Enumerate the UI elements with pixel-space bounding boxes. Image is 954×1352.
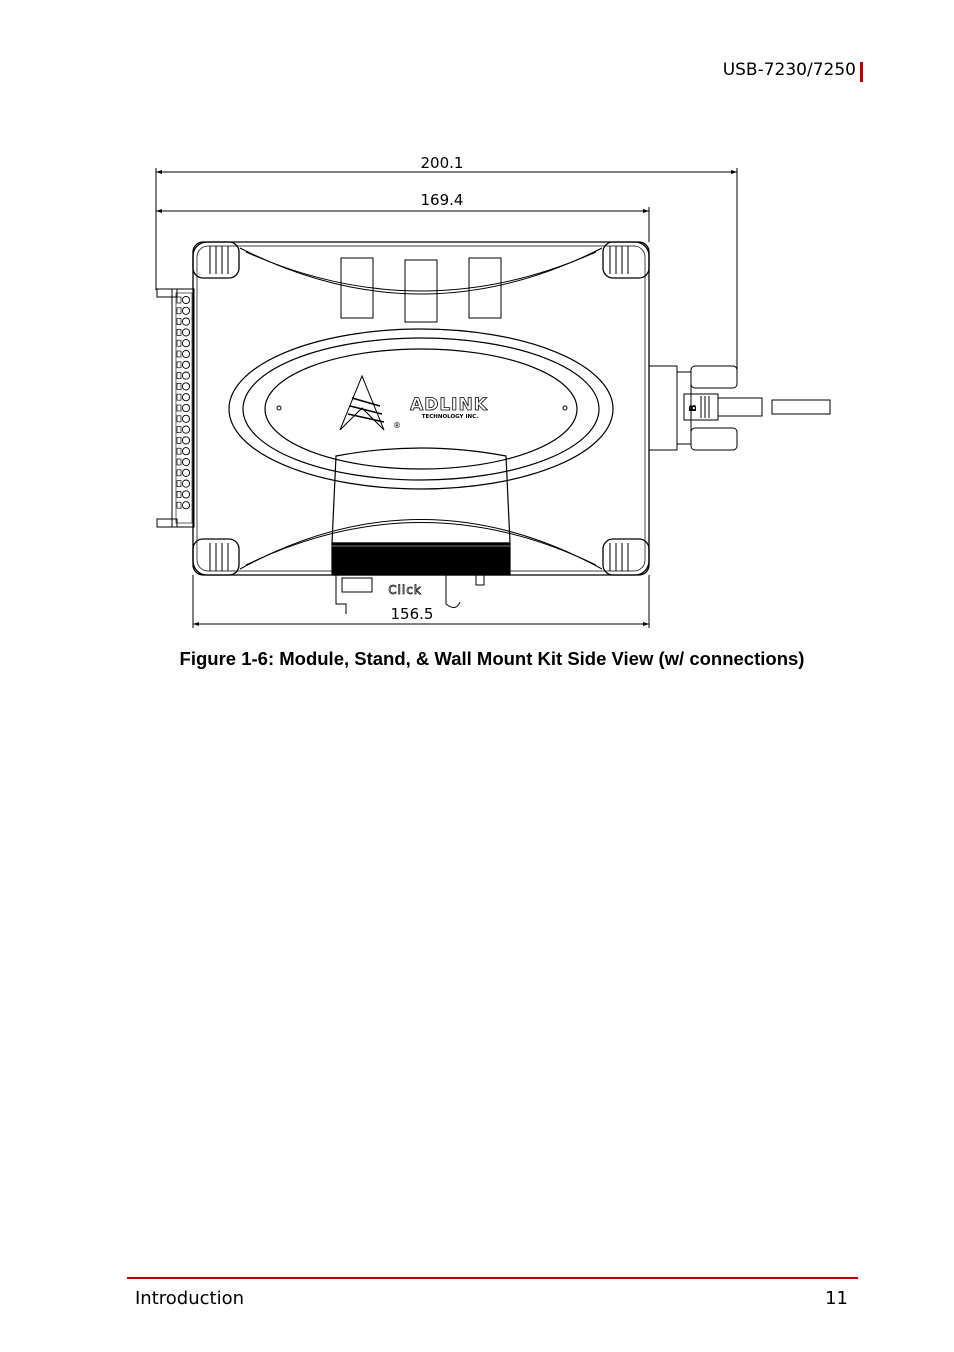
terminal-screw bbox=[182, 448, 189, 455]
terminal-slot bbox=[177, 470, 181, 476]
terminal-screw bbox=[182, 502, 189, 509]
header-accent-bar bbox=[860, 62, 863, 82]
terminal-slot bbox=[177, 491, 181, 497]
terminal-screw bbox=[182, 480, 189, 487]
terminal-screws bbox=[177, 296, 190, 508]
terminal-slot bbox=[177, 448, 181, 454]
terminal-screw bbox=[182, 491, 189, 498]
running-header-title: USB-7230/7250 bbox=[722, 60, 856, 80]
dimension-label-module: 169.4 bbox=[420, 191, 464, 209]
terminal-slot bbox=[177, 373, 181, 379]
terminal-screw bbox=[182, 296, 189, 303]
module-side-view-drawing bbox=[140, 150, 840, 635]
terminal-screw bbox=[182, 469, 189, 476]
adlink-logo bbox=[340, 376, 488, 430]
terminal-screw bbox=[182, 394, 189, 401]
terminal-screw bbox=[182, 340, 189, 347]
terminal-screw bbox=[182, 404, 189, 411]
terminal-screw bbox=[182, 372, 189, 379]
footer-page-number: 11 bbox=[825, 1288, 848, 1309]
terminal-slot bbox=[177, 502, 181, 508]
terminal-slot bbox=[177, 405, 181, 411]
logo-tagline-text: TECHNOLOGY INC. bbox=[421, 414, 479, 420]
stand-body bbox=[332, 448, 510, 575]
terminal-screw bbox=[182, 437, 189, 444]
terminal-screw bbox=[182, 361, 189, 368]
footer-section-title: Introduction bbox=[135, 1288, 245, 1309]
terminal-slot bbox=[177, 459, 181, 465]
terminal-slot bbox=[177, 351, 181, 357]
terminal-slot bbox=[177, 319, 181, 325]
terminal-screw bbox=[182, 415, 189, 422]
terminal-screw bbox=[182, 318, 189, 325]
logo-brand-text: ADLINK bbox=[410, 395, 488, 415]
terminal-slot bbox=[177, 383, 181, 389]
terminal-screw bbox=[182, 383, 189, 390]
terminal-slot bbox=[177, 437, 181, 443]
terminal-slot bbox=[177, 394, 181, 400]
terminal-screw bbox=[182, 307, 189, 314]
usb-port-label: B bbox=[688, 404, 699, 412]
terminal-slot bbox=[177, 297, 181, 303]
terminal-slot bbox=[177, 340, 181, 346]
dimension-label-stand: 156.5 bbox=[390, 605, 434, 623]
figure-caption: Figure 1-6: Module, Stand, & Wall Mount Kit Side View (w/ connections) bbox=[179, 648, 805, 669]
logo-registered-mark: ® bbox=[393, 421, 401, 430]
terminal-slot bbox=[177, 416, 181, 422]
terminal-screw bbox=[182, 350, 189, 357]
terminal-screw bbox=[182, 426, 189, 433]
terminal-slot bbox=[177, 481, 181, 487]
terminal-screw bbox=[182, 329, 189, 336]
terminal-slot bbox=[177, 308, 181, 314]
terminal-slot bbox=[177, 329, 181, 335]
terminal-slot bbox=[177, 362, 181, 368]
terminal-screw bbox=[182, 458, 189, 465]
click-label: Click bbox=[388, 583, 422, 597]
terminal-slot bbox=[177, 427, 181, 433]
usb-connectors bbox=[649, 366, 830, 450]
dimension-label-overall: 200.1 bbox=[420, 154, 464, 172]
footer-rule bbox=[127, 1277, 858, 1279]
